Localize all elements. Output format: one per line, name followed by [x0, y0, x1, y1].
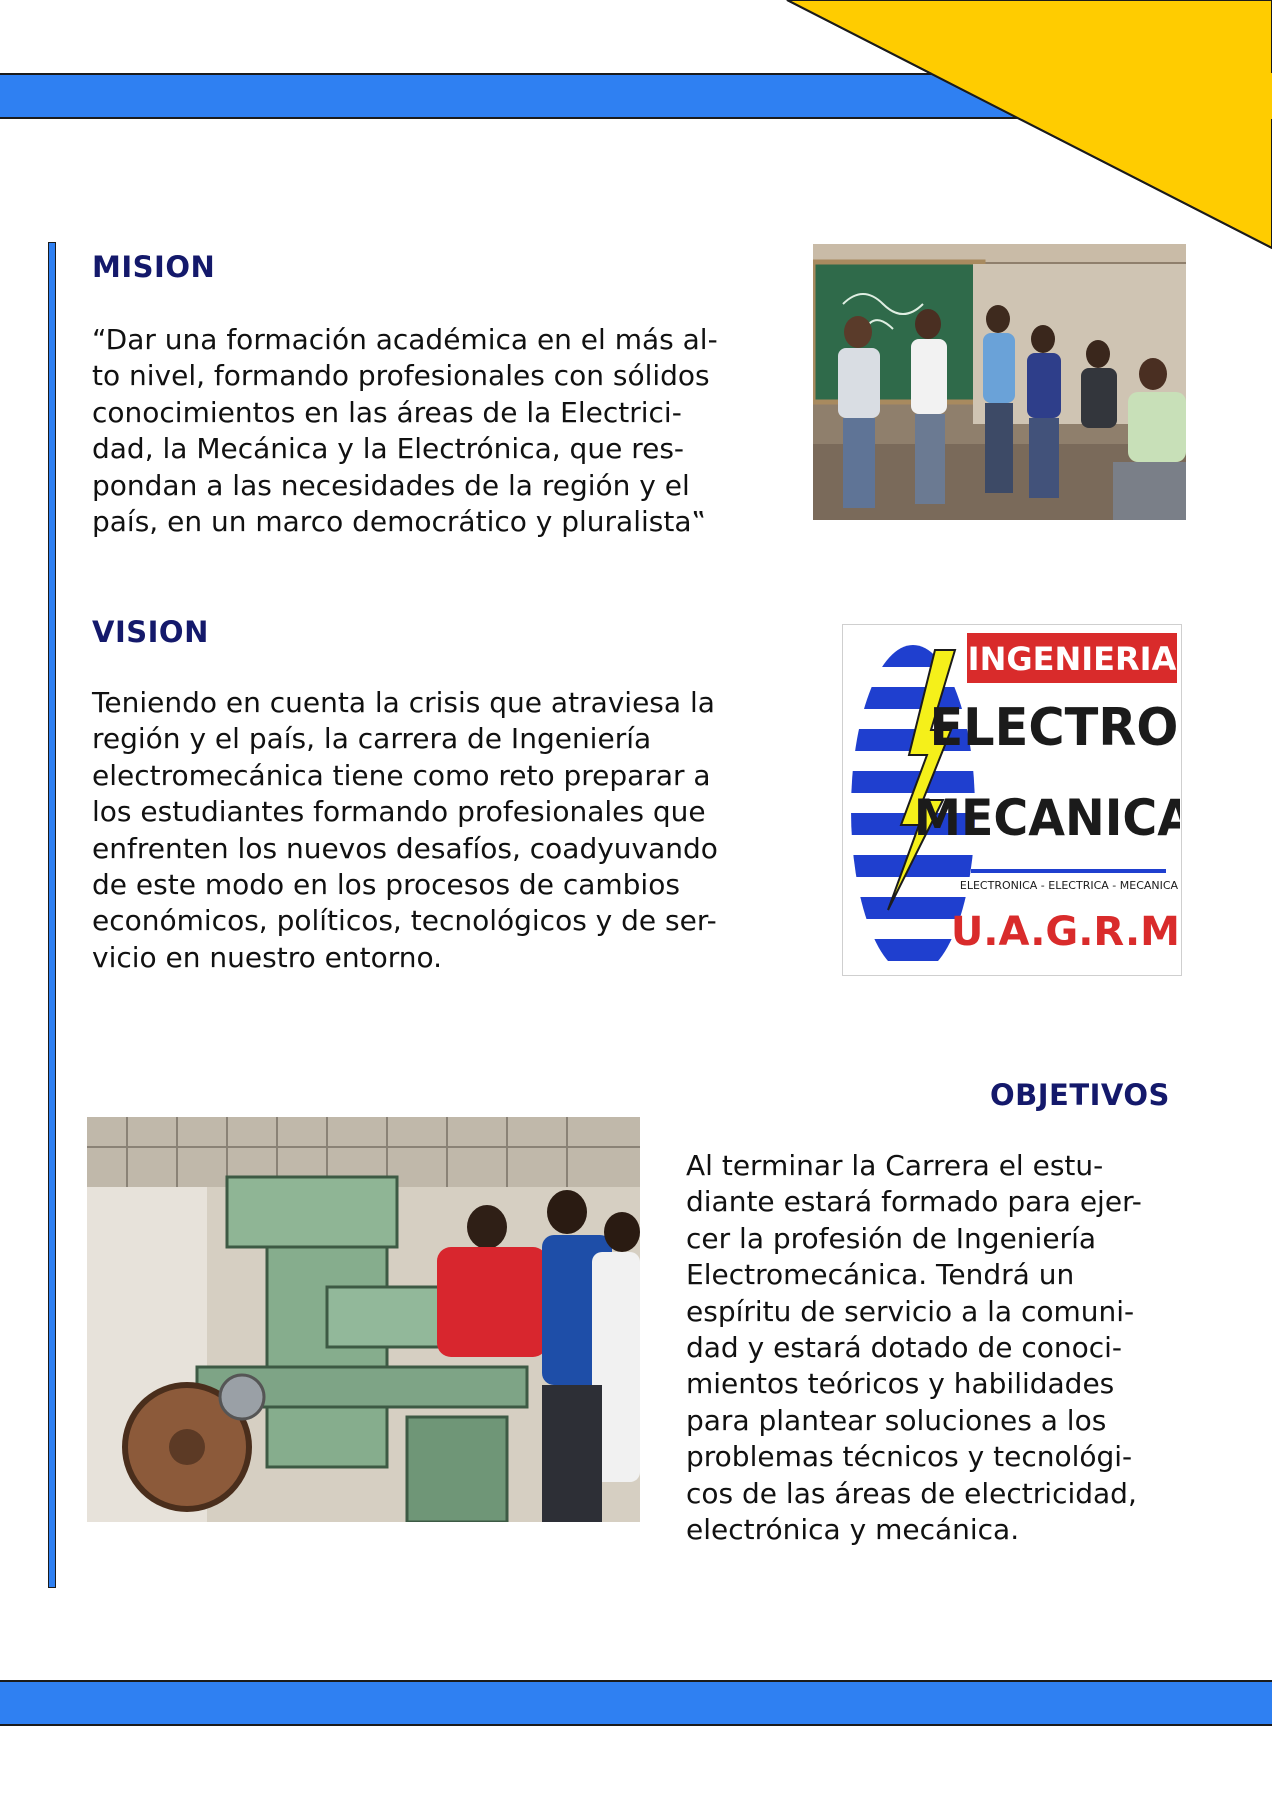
- mision-line: “Dar una formación académica en el más al-: [92, 323, 718, 356]
- objetivos-paragraph: [686, 1148, 1182, 1548]
- electromecanica-logo: [842, 624, 1182, 976]
- objetivos-heading: OBJETIVOS: [990, 1078, 1170, 1112]
- workshop-photo: [87, 1117, 640, 1522]
- vision-line: de este modo en los procesos de cambios: [92, 868, 680, 902]
- logo-university: U.A.G.R.M.: [950, 909, 1180, 955]
- vision-heading: VISION: [92, 615, 209, 649]
- logo-banner-text: INGENIERIA: [967, 640, 1177, 678]
- mision-line: país, en un marco democrático y pluralista‟: [92, 505, 707, 539]
- objetivos-line: dad y estará dotado de conoci-: [686, 1331, 1123, 1365]
- mision-line: to nivel, formando profesionales con sólidos: [92, 359, 710, 393]
- mision-paragraph: [92, 322, 772, 540]
- logo-line-electro: ELECTRO: [929, 696, 1179, 758]
- objetivos-line: diante estará formado para ejer-: [686, 1185, 1142, 1219]
- vision-line: enfrenten los nuevos desafíos, coadyuvando: [92, 831, 718, 865]
- objetivos-line: Electromecánica. Tendrá un: [686, 1258, 1075, 1292]
- objetivos-line: electrónica y mecánica.: [686, 1513, 1020, 1547]
- bottom-blue-band: [0, 1680, 1272, 1726]
- vision-line: vicio en nuestro entorno.: [92, 940, 443, 974]
- logo-line-mecanica: MECANICA: [913, 789, 1180, 848]
- classroom-photo: [813, 244, 1186, 520]
- vision-line: electromecánica tiene como reto preparar a: [92, 758, 711, 792]
- vision-line: Teniendo en cuenta la crisis que atraviesa la: [92, 686, 715, 719]
- mision-line: conocimientos en las áreas de la Electrici-: [92, 395, 682, 429]
- mision-heading: MISION: [92, 250, 216, 284]
- left-vertical-rule: [48, 242, 56, 1588]
- mision-line: pondan a las necesidades de la región y el: [92, 468, 690, 502]
- vision-line: económicos, políticos, tecnológicos y de ser-: [92, 904, 717, 938]
- objetivos-line: Al terminar la Carrera el estu-: [686, 1149, 1104, 1182]
- corner-yellow-triangle: [0, 0, 1272, 260]
- vision-line: región y el país, la carrera de Ingeniería: [92, 722, 652, 756]
- objetivos-line: problemas técnicos y tecnológi-: [686, 1440, 1133, 1474]
- vision-paragraph: [92, 685, 770, 976]
- mision-line: dad, la Mecánica y la Electrónica, que res-: [92, 432, 685, 466]
- objetivos-line: cos de las áreas de electricidad,: [686, 1476, 1137, 1510]
- objetivos-line: espíritu de servicio a la comuni-: [686, 1294, 1135, 1328]
- vision-line: los estudiantes formando profesionales que: [92, 795, 706, 829]
- objetivos-line: mientos teóricos y habilidades: [686, 1367, 1115, 1401]
- objetivos-line: cer la profesión de Ingeniería: [686, 1221, 1097, 1255]
- logo-tagline: ELECTRONICA - ELECTRICA - MECANICA: [959, 879, 1179, 892]
- top-blue-band: [0, 73, 1272, 119]
- objetivos-line: para plantear soluciones a los: [686, 1403, 1107, 1437]
